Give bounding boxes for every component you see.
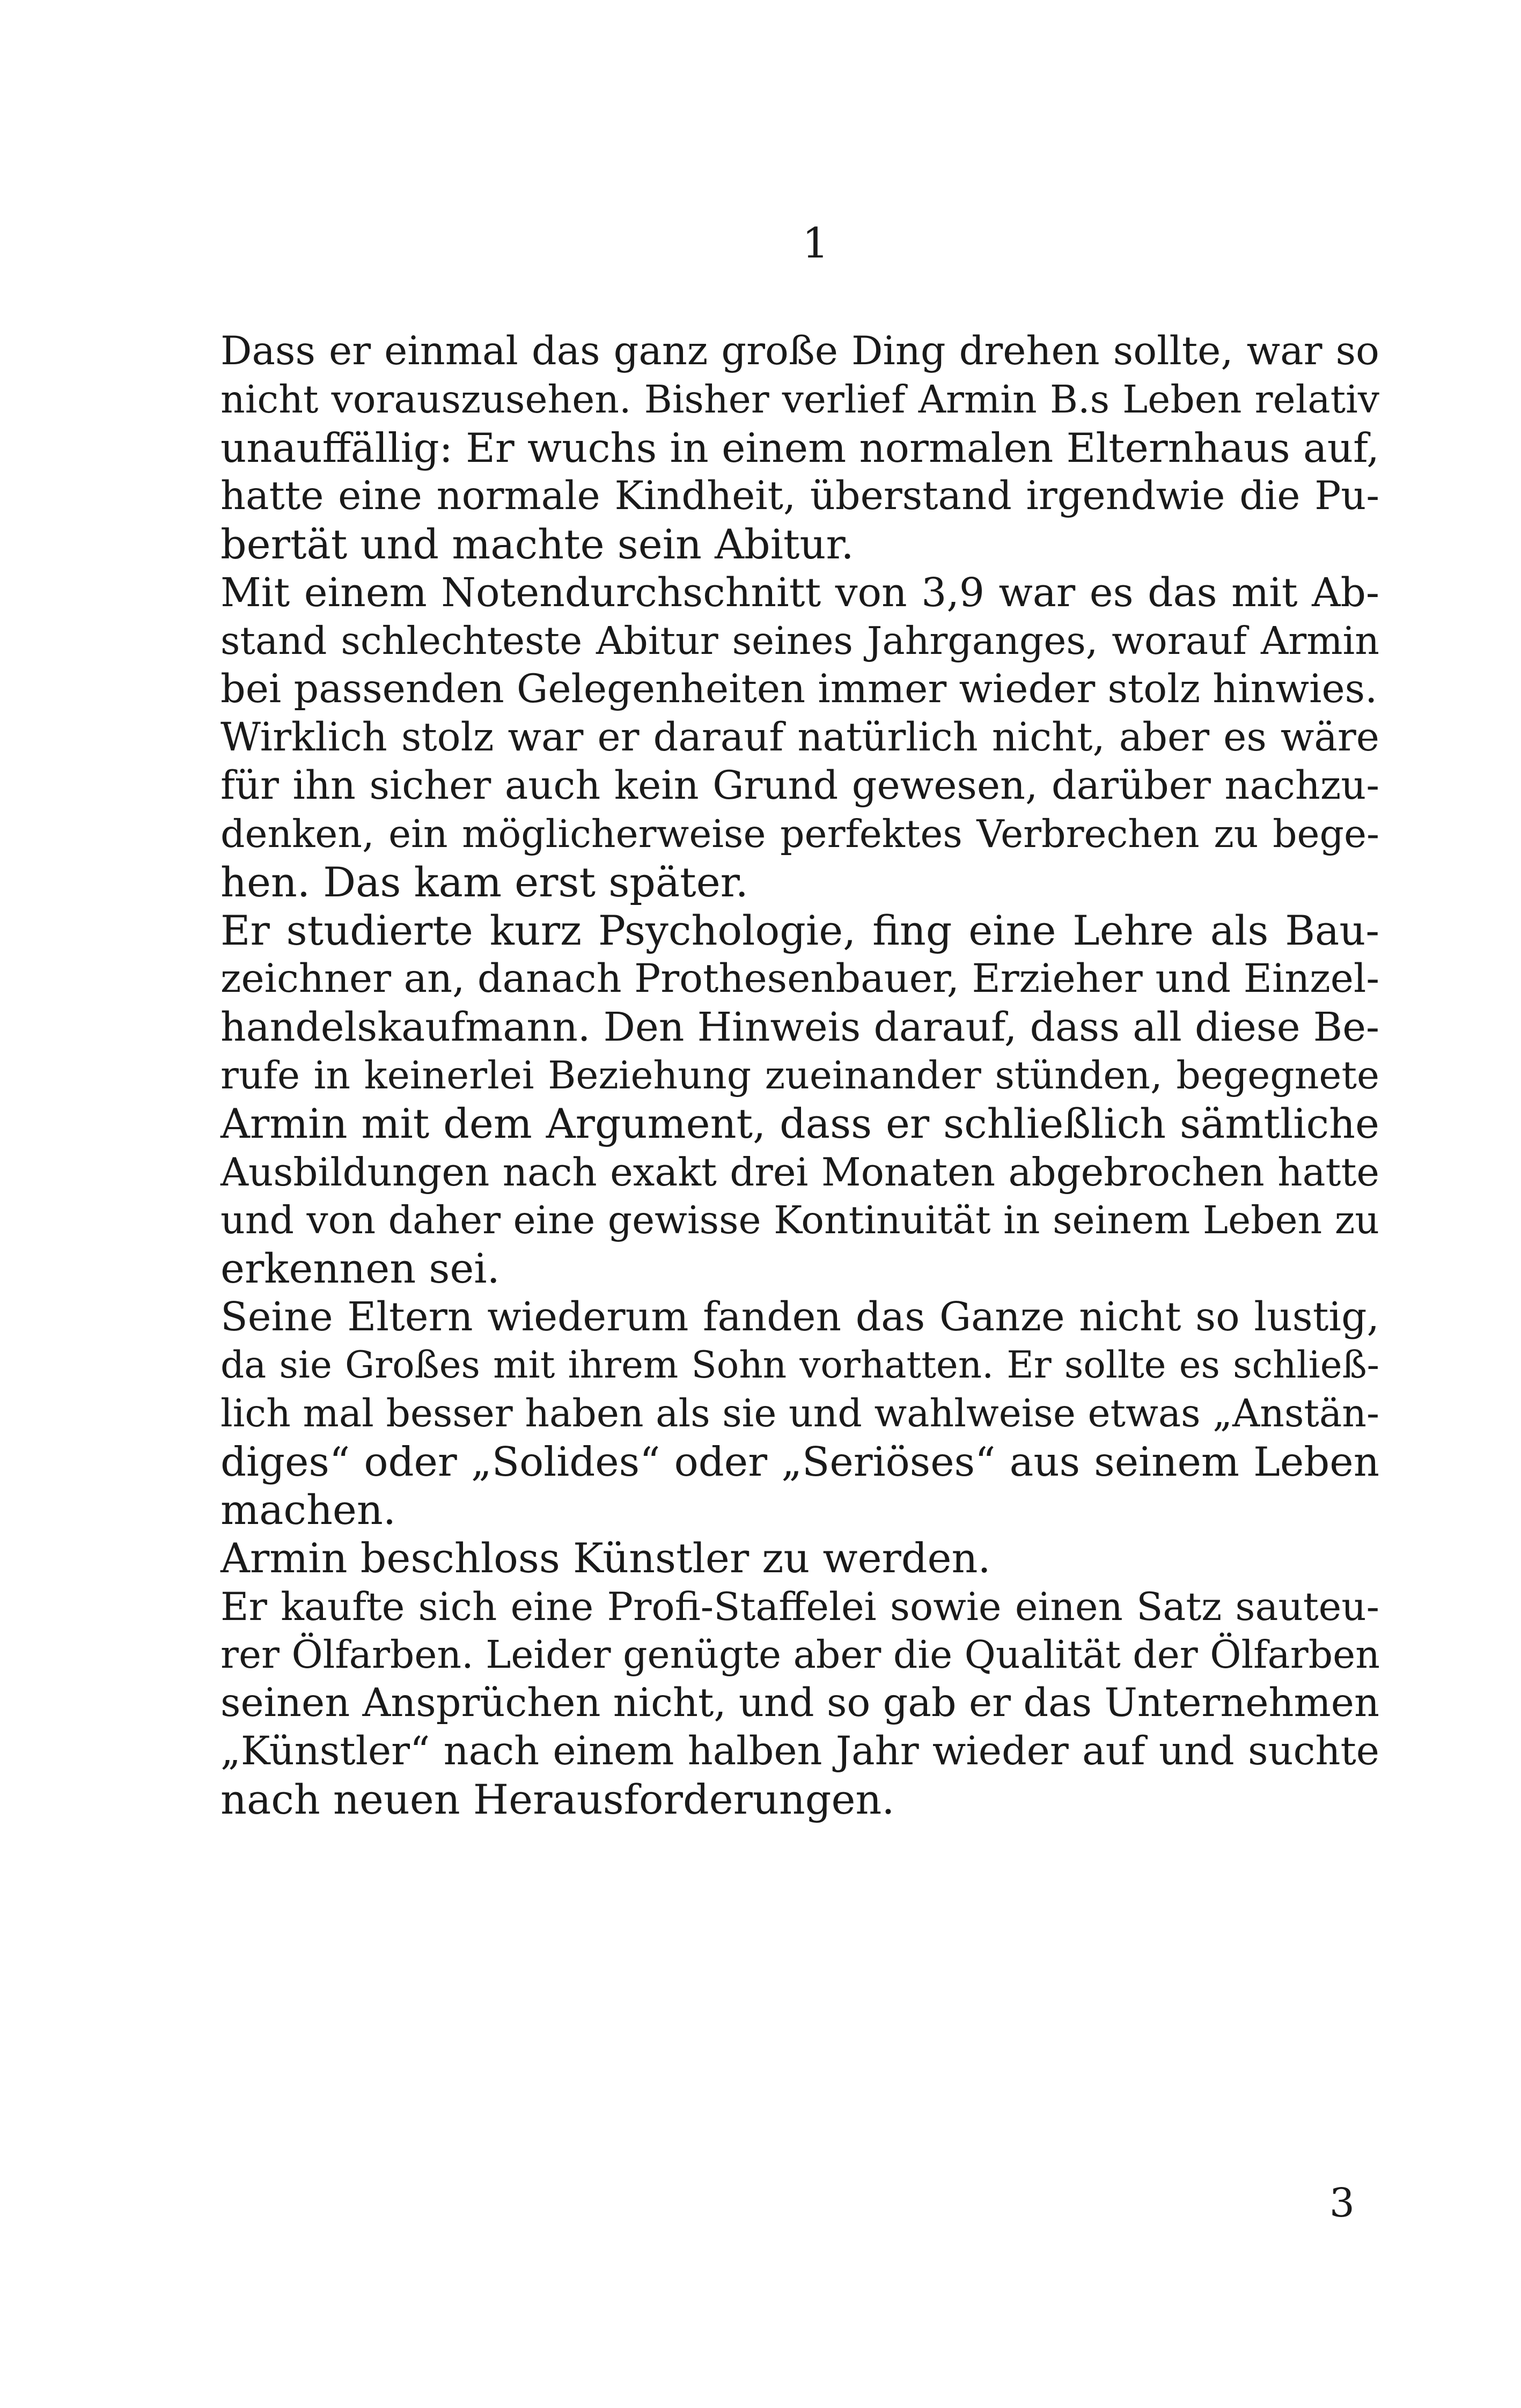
text-line: Armin mit dem Argument, dass er schließlich sämtliche — [221, 1100, 1379, 1147]
body-text — [221, 327, 1379, 1824]
text-line: Ausbildungen nach exakt drei Monaten abgebrochen hatte — [221, 1150, 1379, 1195]
text-line: da sie Großes mit ihrem Sohn vorhatten. Er sollte es schließ- — [221, 1344, 1379, 1387]
text-line: und von daher eine gewisse Kontinuität in seinem Leben zu — [221, 1198, 1379, 1242]
text-line: zeichner an, danach Prothesenbauer, Erzieher und Einzel- — [221, 956, 1379, 1002]
text-line: lich mal besser haben als sie und wahlweise etwas „Anstän- — [221, 1391, 1379, 1435]
text-line: Armin beschloss Künstler zu werden. — [221, 1534, 991, 1582]
page-number: 3 — [1329, 2180, 1355, 2226]
text-line: Er studierte kurz Psychologie, fing eine Lehre als Bau- — [221, 907, 1379, 954]
text-line: Dass er einmal das ganz große Ding drehen sollte, war so — [221, 328, 1379, 374]
text-line: machen. — [221, 1486, 396, 1534]
text-line: erkennen sei. — [221, 1244, 500, 1292]
text-line: stand schlechteste Abitur seines Jahrganges, worauf Armin — [221, 618, 1379, 663]
text-line: nicht vorauszusehen. Bisher verlief Armin B.s Leben relativ — [221, 377, 1379, 422]
text-line: unauffällig: Er wuchs in einem normalen Elternhaus auf, — [221, 424, 1379, 472]
text-line: hatte eine normale Kindheit, überstand irgendwie die Pu- — [221, 473, 1379, 519]
text-line: diges“ oder „Solides“ oder „Seriöses“ aus seinem Leben — [221, 1438, 1379, 1485]
text-line: „Künstler“ nach einem halben Jahr wieder auf und suchte — [221, 1728, 1379, 1774]
text-line: denken, ein möglicherweise perfektes Verbrechen zu bege- — [221, 812, 1379, 856]
text-line: bertät und machte sein Abitur. — [221, 520, 854, 568]
text-line: hen. Das kam erst später. — [221, 858, 748, 906]
text-line: Seine Eltern wiederum fanden das Ganze nicht so lustig, — [221, 1294, 1379, 1340]
text-line: für ihn sicher auch kein Grund gewesen, darüber nachzu- — [221, 763, 1379, 808]
text-line: bei passenden Gelegenheiten immer wieder stolz hinwies. — [221, 666, 1378, 712]
text-line: rer Ölfarben. Leider genügte aber die Qualität der Ölfarben — [221, 1632, 1380, 1677]
text-line: rufe in keinerlei Beziehung zueinander stünden, begegnete — [221, 1053, 1379, 1098]
text-line: seinen Ansprüchen nicht, und so gab er das Unternehmen — [221, 1680, 1379, 1726]
text-line: nach neuen Herausforderungen. — [221, 1776, 895, 1823]
text-line: Mit einem Notendurchschnitt von 3,9 war es das mit Ab- — [221, 570, 1379, 616]
text-line: handelskaufmann. Den Hinweis darauf, dass all diese Be- — [221, 1004, 1379, 1050]
chapter-number: 1 — [802, 219, 829, 268]
text-line: Er kaufte sich eine Profi-Staffelei sowie einen Satz sauteu- — [221, 1584, 1379, 1629]
text-line: Wirklich stolz war er darauf natürlich nicht, aber es wäre — [221, 715, 1379, 760]
